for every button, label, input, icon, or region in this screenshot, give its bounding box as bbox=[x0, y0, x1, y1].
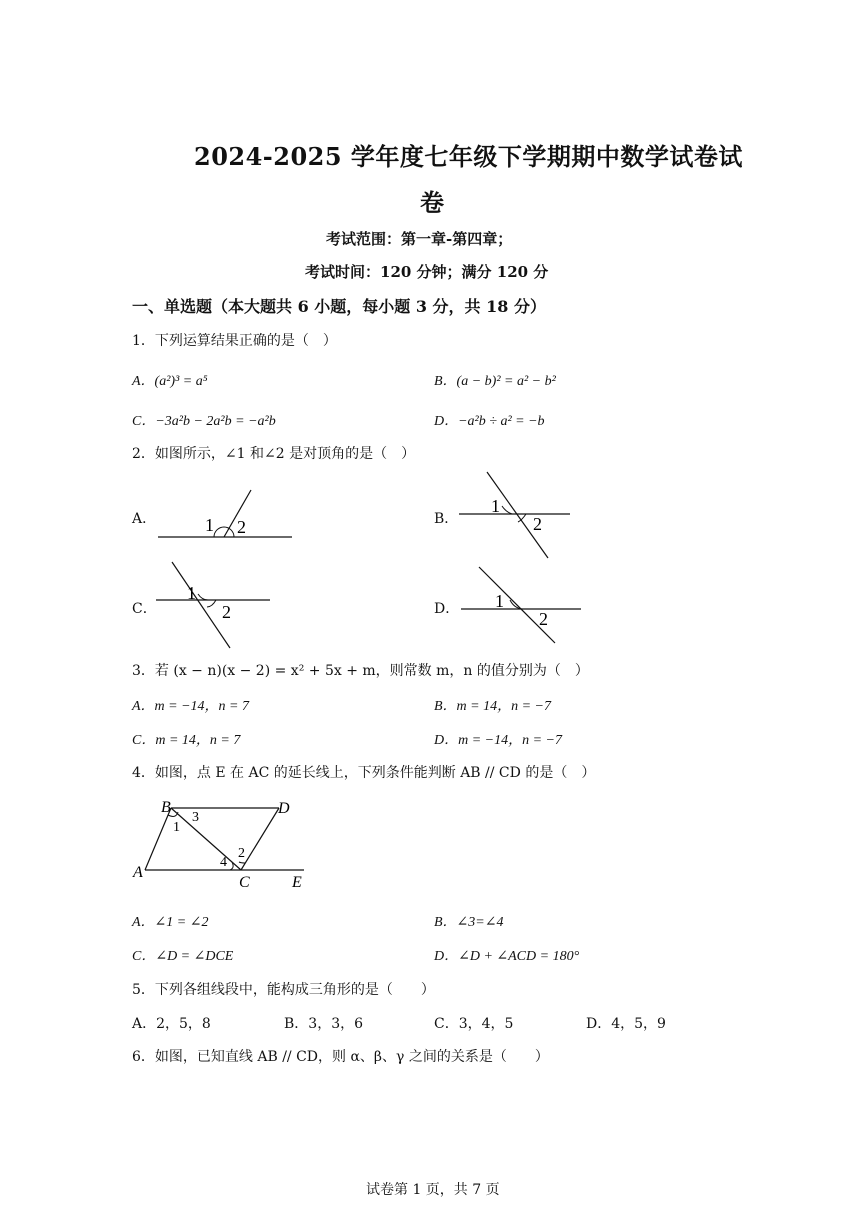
q4-figure bbox=[128, 795, 313, 890]
question-4-stem: 4．如图，点 E 在 AC 的延长线上，下列条件能判断 AB // CD 的是（ ） bbox=[132, 765, 596, 781]
question-5-stem: 5．下列各组线段中，能构成三角形的是（ ） bbox=[132, 982, 435, 998]
angle-1-label: 1 bbox=[491, 496, 500, 516]
q2-figure-d bbox=[455, 563, 585, 648]
page-footer: 试卷第 1 页，共 7 页 bbox=[366, 1182, 500, 1198]
point-a-label: A bbox=[133, 864, 143, 881]
q3-option-b: B．m = 14，n = −7 bbox=[434, 699, 552, 714]
angle-1-label: 1 bbox=[187, 583, 196, 603]
q1-option-d: D．−a²b ÷ a² = −b bbox=[434, 414, 545, 429]
point-b-label: B bbox=[161, 799, 171, 816]
exam-time: 考试时间：120 分钟；满分 120 分 bbox=[305, 263, 549, 281]
question-2-stem: 2．如图所示，∠1 和∠2 是对顶角的是（ ） bbox=[132, 446, 416, 462]
q5-option-a: A．2，5，8 bbox=[132, 1016, 211, 1032]
section-header: 一、单选题（本大题共 6 小题，每小题 3 分，共 18 分） bbox=[132, 297, 546, 316]
q3-option-c: C．m = 14，n = 7 bbox=[132, 733, 241, 748]
question-1-stem: 1．下列运算结果正确的是（ ） bbox=[132, 333, 337, 349]
q4-option-d: D．∠D + ∠ACD = 180° bbox=[434, 949, 580, 964]
exam-scope: 考试范围：第一章-第四章； bbox=[326, 230, 513, 248]
q2-option-c-label: C． bbox=[132, 601, 157, 617]
page-title-continued: 卷 bbox=[420, 188, 445, 217]
angle-2-label: 2 bbox=[533, 514, 542, 534]
q2-option-a-label: A． bbox=[132, 511, 157, 527]
question-3-stem: 3．若 (x − n)(x − 2) = x² + 5x + m，则常数 m，n 的值分别为（ ） bbox=[132, 663, 589, 679]
q1-option-a: A．(a²)³ = a⁵ bbox=[132, 374, 208, 389]
q5-option-b: B．3，3，6 bbox=[284, 1016, 364, 1032]
q2-option-d-label: D． bbox=[434, 601, 460, 617]
angle-2-label: 2 bbox=[237, 517, 246, 537]
q5-option-d: D．4，5，9 bbox=[586, 1016, 666, 1032]
q3-option-a: A．m = −14，n = 7 bbox=[132, 699, 250, 714]
q4-option-a: A．∠1 = ∠2 bbox=[132, 915, 209, 930]
q5-option-c: C．3，4，5 bbox=[434, 1016, 514, 1032]
q4-option-b: B．∠3=∠4 bbox=[434, 915, 504, 930]
q4-option-c: C．∠D = ∠DCE bbox=[132, 949, 234, 964]
angle-3-label: 3 bbox=[192, 810, 199, 825]
point-e-label: E bbox=[292, 874, 302, 890]
angle-1-label: 1 bbox=[205, 515, 214, 535]
q2-figure-b bbox=[455, 468, 575, 563]
q1-option-c: C．−3a²b − 2a²b = −a²b bbox=[132, 414, 276, 429]
angle-2-label: 2 bbox=[539, 609, 548, 629]
angle-1-label: 1 bbox=[495, 591, 504, 611]
question-6-stem: 6．如图，已知直线 AB // CD，则 α、β、γ 之间的关系是（ ） bbox=[132, 1049, 549, 1065]
q1-option-b: B．(a − b)² = a² − b² bbox=[434, 374, 556, 389]
point-c-label: C bbox=[239, 874, 250, 890]
angle-4-label: 4 bbox=[220, 855, 227, 870]
q2-figure-c bbox=[150, 558, 275, 653]
angle-2-label: 2 bbox=[222, 602, 231, 622]
point-d-label: D bbox=[278, 800, 290, 817]
q2-figure-a bbox=[150, 480, 300, 550]
angle-2-label: 2 bbox=[238, 846, 245, 861]
q2-option-b-label: B． bbox=[434, 511, 459, 527]
angle-1-label: 1 bbox=[173, 820, 180, 835]
q3-option-d: D．m = −14，n = −7 bbox=[434, 733, 563, 748]
page-title: 2024-2025 学年度七年级下学期期中数学试卷试 bbox=[194, 142, 743, 171]
